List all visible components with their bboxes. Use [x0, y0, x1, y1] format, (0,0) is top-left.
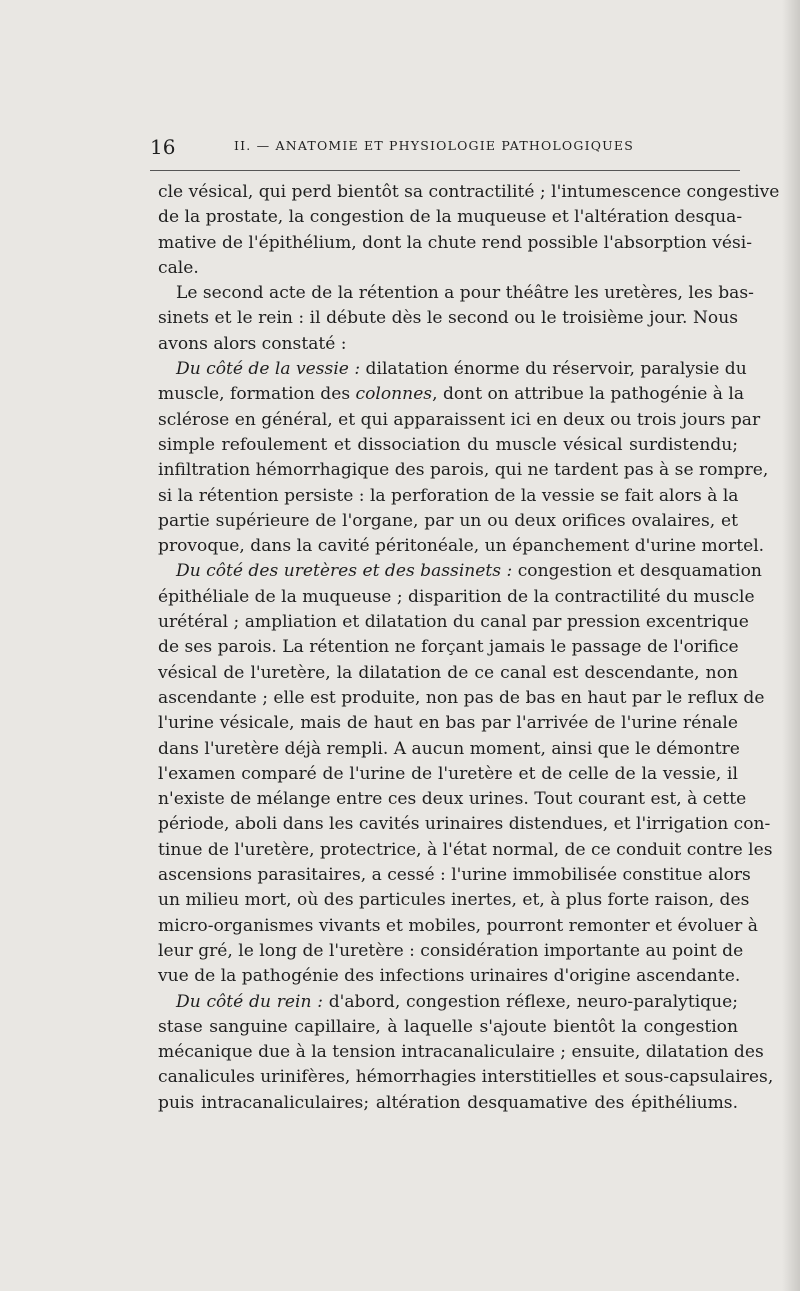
text-line: partie supérieure de l'organe, par un ou deux orifices ovalaires, et [158, 510, 738, 531]
text-line: urétéral ; ampliation et dilatation du canal par pression excentrique [158, 612, 749, 633]
line-fragment: dilatation énorme du réservoir, paralysie du [360, 359, 747, 380]
section-lead-italic: Du côté du rein : [176, 991, 323, 1012]
line-fragment: , dont on attribue la pathogénie à la [432, 384, 745, 405]
text-line [158, 357, 747, 382]
text-line [158, 382, 745, 407]
running-head: II. — ANATOMIE ET PHYSIOLOGIE PATHOLOGIQUES [234, 138, 634, 153]
text-line: stase sanguine capillaire, à laquelle s'ajoute bientôt la congestion [158, 1016, 738, 1037]
paragraph-ureteres [158, 559, 773, 989]
text-line: dans l'uretère déjà rempli. A aucun moment, ainsi que le démontre [158, 738, 740, 759]
text-line [158, 559, 762, 584]
text-line: mécanique due à la tension intracanaliculaire ; ensuite, dilatation des [158, 1042, 764, 1063]
text-line: leur gré, le long de l'uretère : considération importante au point de [158, 940, 744, 961]
text-line: de ses parois. La rétention ne forçant jamais le passage de l'orifice [158, 637, 739, 658]
text-line: épithéliale de la muqueuse ; disparition de la contractilité du muscle [158, 586, 755, 607]
text-line: un milieu mort, où des particules inertes, et, à plus forte raison, des [158, 890, 750, 911]
text-line: si la rétention persiste : la perforation de la vessie se fait alors à la [158, 485, 739, 506]
text-line: sinets et le rein : il débute dès le second ou le troisième jour. Nous [158, 308, 738, 329]
text-line: période, aboli dans les cavités urinaires distendues, et l'irrigation con- [158, 814, 771, 835]
text-line: l'urine vésicale, mais de haut en bas par l'arrivée de l'urine rénale [158, 713, 738, 734]
text-line: canalicules urinifères, hémorrhagies interstitielles et sous-capsulaires, [158, 1067, 774, 1088]
text-line: l'examen comparé de l'urine de l'uretère et de celle de la vessie, il [158, 763, 738, 784]
text-line: vue de la pathogénie des infections urinaires d'origine ascendante. [158, 966, 741, 987]
header-rule [150, 170, 740, 171]
section-lead-italic: Du côté de la vessie : [176, 359, 361, 380]
text-line: cle vésical, qui perd bientôt sa contractilité ; l'intumescence congestive [158, 182, 780, 202]
text-line: ascendante ; elle est produite, non pas de bas en haut par le reflux de [158, 687, 765, 708]
text-line: cale. [158, 257, 199, 278]
paragraph-1 [158, 180, 780, 281]
line-fragment: d'abord, congestion réflexe, neuro-paralytique; [322, 991, 738, 1012]
page-number: 16 [150, 135, 176, 159]
text-line: avons alors constaté : [158, 333, 347, 354]
italic-term: colonnes [355, 384, 433, 405]
text-line [158, 990, 738, 1015]
paragraph-vessie [158, 357, 769, 559]
body-text [158, 180, 780, 1116]
text-line: simple refoulement et dissociation du muscle vésical surdistendu; [158, 434, 738, 455]
text-line: Le second acte de la rétention a pour théâtre les uretères, les bas- [176, 283, 754, 304]
paragraph-2 [158, 281, 754, 357]
page-header [150, 135, 740, 159]
text-line: infiltration hémorrhagique des parois, qui ne tardent pas à se rompre, [158, 460, 769, 481]
text-line: ascensions parasitaires, a cessé : l'urine immobilisée constitue alors [158, 865, 751, 886]
text-line: n'existe de mélange entre ces deux urines. Tout courant est, à cette [158, 789, 747, 810]
text-line: provoque, dans la cavité péritonéale, un épanchement d'urine mortel. [158, 536, 765, 557]
text-line: vésical de l'uretère, la dilatation de ce canal est descendante, non [158, 662, 738, 683]
section-lead-italic: Du côté des uretères et des bassinets : [176, 561, 513, 582]
text-line: puis intracanaliculaires; altération desquamative des épithéliums. [158, 1092, 738, 1113]
text-line: de la prostate, la congestion de la muqueuse et l'altération desqua- [158, 207, 743, 228]
line-fragment: congestion et desquamation [512, 561, 762, 582]
text-line: mative de l'épithélium, dont la chute rend possible l'absorption vési- [158, 232, 752, 253]
line-fragment: muscle, formation des [158, 384, 356, 405]
paragraph-rein [158, 990, 774, 1116]
text-line: sclérose en général, et qui apparaissent ici en deux ou trois jours par [158, 409, 761, 430]
text-line: tinue de l'uretère, protectrice, à l'état normal, de ce conduit contre les [158, 839, 773, 860]
text-line: micro-organismes vivants et mobiles, pourront remonter et évoluer à [158, 915, 758, 936]
